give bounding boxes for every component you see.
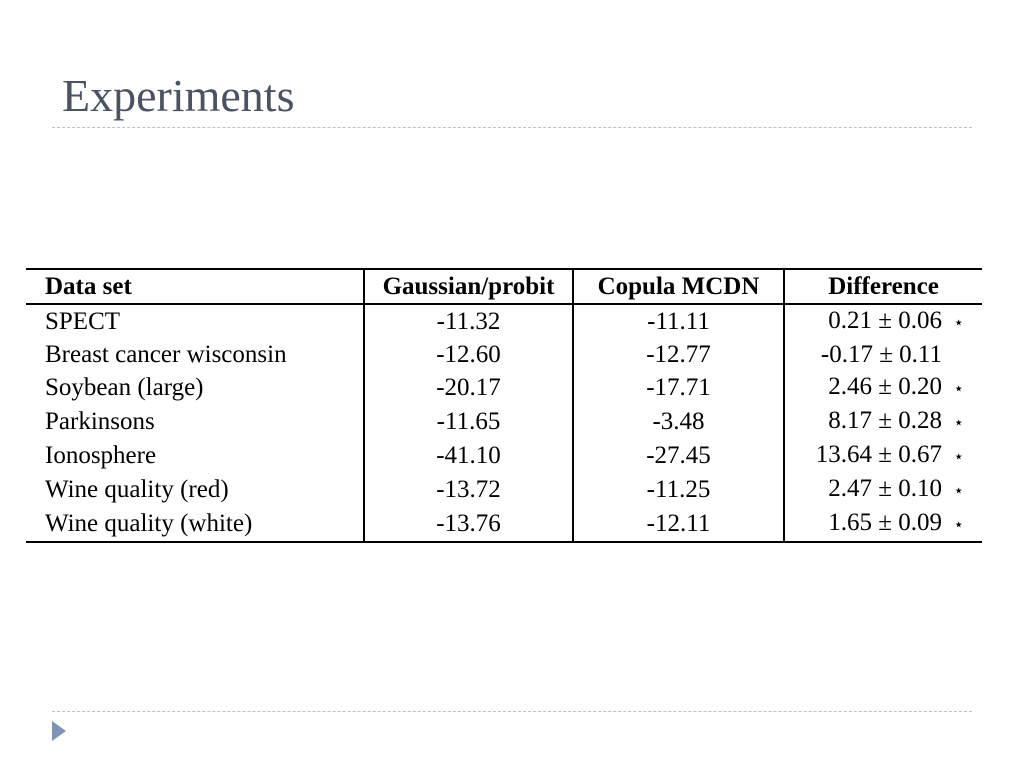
cell-copula: -12.77 xyxy=(573,339,784,371)
table-row xyxy=(26,507,982,542)
cell-dataset: Parkinsons xyxy=(45,408,155,435)
table-row xyxy=(26,439,982,473)
cell-copula: -17.71 xyxy=(573,371,784,405)
cell-difference xyxy=(784,339,982,371)
table-row xyxy=(26,405,982,439)
cell-gaussian: -13.72 xyxy=(364,473,573,507)
header-difference: Difference xyxy=(784,269,982,304)
cell-copula: -3.48 xyxy=(573,405,784,439)
table-header-row xyxy=(26,269,982,304)
cell-difference xyxy=(784,304,982,339)
significance-star-icon: ⋆ xyxy=(953,515,964,534)
table-row xyxy=(26,339,982,371)
header-gaussian-probit: Gaussian/probit xyxy=(364,269,573,304)
table-row xyxy=(26,304,982,339)
cell-copula: -11.11 xyxy=(573,304,784,339)
difference-value: 8.17 ± 0.28 xyxy=(828,407,942,434)
difference-value: 1.65 ± 0.09 xyxy=(828,509,942,536)
cell-dataset: Soybean (large) xyxy=(45,374,204,401)
cell-difference xyxy=(784,473,982,507)
cell-gaussian: -20.17 xyxy=(364,371,573,405)
cell-dataset: SPECT xyxy=(45,308,121,335)
cell-difference xyxy=(784,405,982,439)
header-copula-mcdn: Copula MCDN xyxy=(573,269,784,304)
significance-star-icon: ⋆ xyxy=(953,379,964,398)
cell-gaussian: -11.32 xyxy=(364,304,573,339)
significance-star-icon: ⋆ xyxy=(953,447,964,466)
difference-value: 2.47 ± 0.10 xyxy=(828,475,942,502)
difference-value: 0.21 ± 0.06 xyxy=(828,307,942,334)
cell-gaussian: -41.10 xyxy=(364,439,573,473)
results-table xyxy=(26,268,982,543)
slide-title: Experiments xyxy=(62,70,295,121)
cell-gaussian: -13.76 xyxy=(364,507,573,542)
table-row xyxy=(26,371,982,405)
significance-star-icon: ⋆ xyxy=(953,481,964,500)
cell-copula: -12.11 xyxy=(573,507,784,542)
cell-dataset: Ionosphere xyxy=(45,442,157,469)
cell-dataset: Breast cancer wisconsin xyxy=(45,341,287,368)
cell-dataset: Wine quality (white) xyxy=(45,510,253,537)
significance-star-icon: ⋆ xyxy=(953,313,964,332)
triangle-right-icon xyxy=(52,721,66,741)
footer-divider xyxy=(52,711,972,712)
difference-value: 13.64 ± 0.67 xyxy=(815,441,942,468)
cell-difference xyxy=(784,439,982,473)
cell-dataset: Wine quality (red) xyxy=(45,476,229,503)
cell-copula: -27.45 xyxy=(573,439,784,473)
significance-star-icon: ⋆ xyxy=(953,413,964,432)
cell-gaussian: -11.65 xyxy=(364,405,573,439)
title-divider xyxy=(52,127,972,128)
cell-copula: -11.25 xyxy=(573,473,784,507)
table-row xyxy=(26,473,982,507)
cell-difference xyxy=(784,371,982,405)
cell-gaussian: -12.60 xyxy=(364,339,573,371)
cell-difference xyxy=(784,507,982,542)
difference-value: 2.46 ± 0.20 xyxy=(828,373,942,400)
header-dataset: Data set xyxy=(45,273,132,300)
difference-value: -0.17 ± 0.11 xyxy=(820,341,942,368)
